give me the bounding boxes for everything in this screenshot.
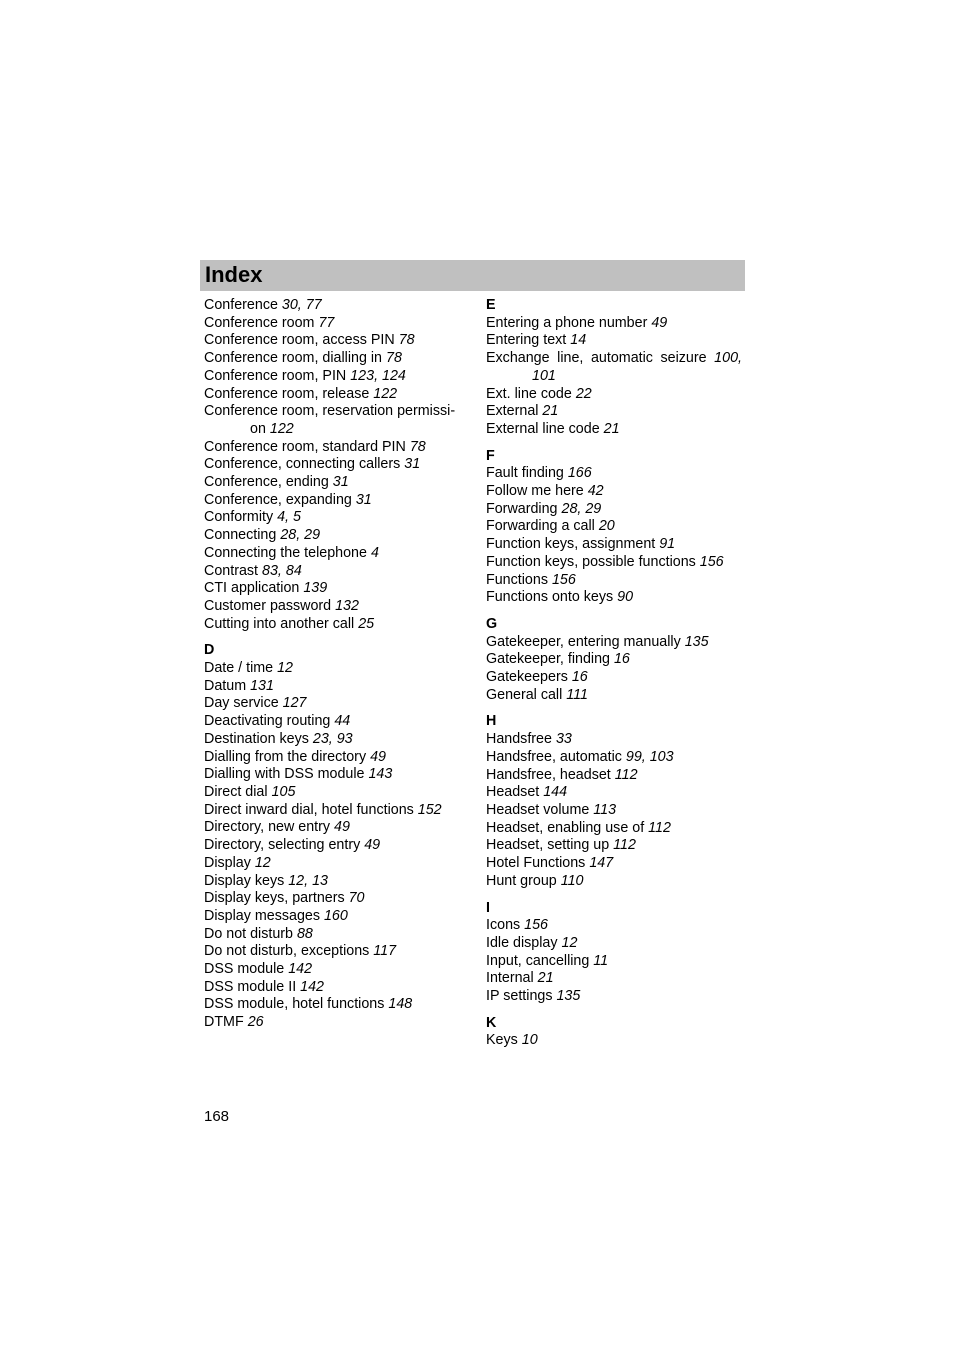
index-entry [204, 926, 462, 944]
index-entry [204, 731, 462, 749]
index-entry-term: Hotel Functions [486, 855, 590, 872]
index-entry-term: Display messages [204, 907, 324, 924]
index-entry [486, 651, 742, 669]
index-entry-term: Direct inward dial, hotel functions [204, 801, 418, 818]
index-entry [486, 634, 742, 652]
index-letter-heading: K [486, 1014, 497, 1031]
index-entry-pages: 33 [555, 731, 572, 748]
index-entry-pages: 112 [614, 766, 638, 783]
index-entry-term: Conference, expanding [204, 491, 356, 508]
index-entry-pages: 23, 93 [312, 730, 353, 747]
index-entry-pages: 26 [247, 1014, 264, 1031]
index-entry-term: Headset [486, 784, 544, 801]
index-entry [486, 731, 742, 749]
index-entry [204, 297, 462, 315]
index-entry-pages: 135 [684, 633, 709, 650]
index-entry-term: DSS module II [204, 978, 301, 995]
index-entry-term: External line code [486, 420, 604, 437]
index-entry-pages: 101 [532, 367, 556, 384]
page-number: 168 [204, 1108, 230, 1125]
index-entry-pages: 4, 5 [277, 509, 301, 526]
index-entry-term: Handsfree, automatic [486, 748, 626, 765]
index-entry-term: General call [486, 686, 567, 703]
index-entry-term: Conference room, access PIN [204, 332, 399, 349]
index-entry [486, 536, 742, 554]
index-entry-pages: 31 [404, 456, 421, 473]
index-entry [486, 386, 742, 404]
index-entry-term: Do not disturb, exceptions [204, 943, 374, 960]
index-entry-term: Dialling with DSS module [204, 766, 369, 783]
index-entry-term: Date / time [204, 660, 278, 677]
index-entry-term: Functions [486, 571, 552, 588]
index-entry [204, 996, 462, 1014]
index-entry-term: Headset volume [486, 801, 594, 818]
index-entry-term: Do not disturb [204, 925, 297, 942]
index-entry [204, 492, 462, 510]
index-entry-pages: 21 [542, 403, 559, 420]
index-entry [204, 943, 462, 961]
index-entry-term: Display keys [204, 872, 289, 889]
index-entry [204, 456, 462, 474]
index-entry-term: Exchange line, automatic seizure [486, 350, 715, 367]
index-entry-pages: 156 [524, 917, 549, 934]
index-entry [486, 589, 742, 607]
index-entry [204, 678, 462, 696]
index-entry-pages: 142 [300, 978, 325, 995]
index-entry [204, 873, 462, 891]
index-entry [204, 1014, 462, 1032]
index-entry-pages: 78 [409, 438, 426, 455]
index-entry-term: DTMF [204, 1014, 248, 1031]
index-entry [204, 509, 462, 527]
index-entry-pages: 111 [566, 686, 588, 703]
index-entry [204, 350, 462, 368]
index-entry [204, 563, 462, 581]
index-entry-term: DSS module, hotel functions [204, 996, 389, 1013]
index-entry-pages: 88 [296, 925, 313, 942]
index-entry [204, 527, 462, 545]
index-entry-term: Conference room, release [204, 385, 374, 402]
index-entry-pages: 78 [386, 350, 402, 367]
index-entry [204, 837, 462, 855]
index-entry-pages: 42 [587, 483, 604, 500]
index-entry-pages: 122 [373, 385, 398, 402]
index-entry [204, 616, 462, 634]
index-entry-pages: 77 [318, 314, 335, 331]
index-entry [486, 749, 742, 767]
index-entry-term: Conformity [204, 509, 278, 526]
index-entry-pages: 70 [348, 890, 365, 907]
index-entry-term: DSS module [204, 961, 289, 978]
index-letter-heading: F [486, 447, 495, 464]
index-entry-pages: 100, [714, 350, 742, 367]
index-entry-term: Hunt group [486, 872, 561, 889]
index-entry [204, 386, 462, 404]
index-entry-pages: 12 [277, 660, 294, 677]
index-entry-term: Conference, connecting callers [204, 456, 405, 473]
index-entry [486, 332, 742, 350]
index-entry-term: Functions onto keys [486, 589, 618, 606]
index-letter-heading: H [486, 713, 497, 730]
index-entry [486, 315, 742, 333]
index-entry [486, 837, 742, 855]
index-entry-pages: 21 [603, 420, 620, 437]
index-entry [204, 660, 462, 678]
index-entry [486, 518, 742, 536]
index-entry-term: Conference room, standard PIN [204, 438, 410, 455]
index-entry-pages: 49 [370, 748, 386, 765]
index-entry-term: IP settings [486, 988, 557, 1005]
index-entry-term: Direct dial [204, 783, 272, 800]
index-entry [204, 961, 462, 979]
index-entry [486, 784, 742, 802]
index-entry-pages: 91 [659, 536, 676, 553]
index-entry-term: Function keys, assignment [486, 536, 660, 553]
index-entry-term: Dialling from the directory [204, 748, 371, 765]
index-entry-pages: 4 [370, 544, 379, 561]
index-entry-term: Cutting into another call [204, 615, 359, 632]
index-entry-term: Contrast [204, 562, 263, 579]
index-entry-term: Destination keys [204, 730, 313, 747]
index-entry [486, 917, 742, 935]
index-entry-pages: 142 [288, 961, 313, 978]
index-entry-term: Input, cancelling [486, 952, 594, 969]
index-entry-pages: 143 [368, 766, 393, 783]
index-entry-term: Day service [204, 695, 283, 712]
index-entry-pages: 112 [613, 837, 636, 854]
index-entry [486, 572, 742, 590]
index-entry [204, 695, 462, 713]
index-entry [486, 465, 742, 483]
index-entry [204, 855, 462, 873]
index-entry [486, 988, 742, 1006]
index-entry-pages: 113 [593, 801, 617, 818]
index-entry-pages: 123, 124 [350, 367, 406, 384]
index-entry [204, 802, 462, 820]
index-column-right [486, 297, 742, 1050]
index-column-left [204, 297, 462, 1032]
index-entry [204, 713, 462, 731]
index-entry [486, 767, 742, 785]
index-entry-term: Directory, selecting entry [204, 837, 365, 854]
index-entry [204, 332, 462, 350]
index-entry-pages: 117 [373, 943, 397, 960]
index-entry-pages: 105 [271, 783, 296, 800]
index-entry-pages: 14 [570, 332, 587, 349]
index-entry-term: Connecting the telephone [204, 544, 371, 561]
index-entry-pages: 122 [269, 420, 294, 437]
index-entry-pages: 90 [617, 589, 634, 606]
index-entry-pages: 30, 77 [281, 297, 322, 313]
index-entry-term: Ext. line code [486, 385, 576, 402]
index-entry-pages: 160 [323, 907, 348, 924]
index-entry-term: Conference [204, 297, 282, 313]
index-entry-pages: 139 [303, 580, 328, 597]
index-entry-pages: 112 [648, 819, 671, 836]
index-entry-pages: 12 [561, 934, 578, 951]
index-entry-pages: 49 [651, 314, 668, 331]
index-entry [486, 403, 742, 421]
page-title: Index [205, 262, 263, 287]
index-entry [204, 439, 462, 457]
index-entry-pages: 147 [589, 855, 614, 872]
index-entry-pages: 12 [254, 854, 271, 871]
index-entry-pages: 12, 13 [288, 872, 328, 889]
index-entry-pages: 156 [699, 553, 724, 570]
index-entry-term: Follow me here [486, 483, 588, 500]
index-entry [486, 483, 742, 501]
index-entry-pages: 99, 103 [625, 748, 674, 765]
index-entry [486, 802, 742, 820]
index-entry-term: Customer password [204, 597, 336, 614]
index-entry-pages: 132 [335, 597, 359, 614]
index-entry-pages: 110 [560, 872, 584, 889]
index-entry-term: Headset, setting up [486, 837, 614, 854]
index-entry-pages: 22 [575, 385, 592, 402]
index-entry [204, 749, 462, 767]
index-entry-term: Connecting [204, 527, 281, 544]
index-entry [204, 890, 462, 908]
index-entry [486, 669, 742, 687]
index-entry [486, 1032, 742, 1050]
index-entry [204, 580, 462, 598]
index-entry-pages: 11 [593, 952, 609, 969]
index-entry [204, 784, 462, 802]
index-entry-pages: 152 [417, 801, 442, 818]
index-entry [204, 819, 462, 837]
index-entry [204, 766, 462, 784]
index-entry-term: Forwarding [486, 500, 562, 517]
index-entry-pages: 16 [571, 669, 588, 686]
index-entry [486, 421, 742, 439]
index-entry-term: Conference, ending [204, 474, 333, 491]
index-entry [486, 953, 742, 971]
index-entry-pages: 10 [521, 1032, 538, 1049]
index-entry-pages: 83, 84 [262, 562, 302, 579]
index-entry [486, 873, 742, 891]
index-entry-term: Conference room [204, 314, 319, 331]
index-entry [486, 855, 742, 873]
index-entry-pages: 49 [364, 837, 381, 854]
index-entry-term: Headset, enabling use of [486, 819, 649, 836]
index-title-bar [200, 260, 745, 291]
index-entry [486, 820, 742, 838]
index-entry-term: Handsfree, headset [486, 766, 615, 783]
index-entry-term: External [486, 403, 543, 420]
index-entry-term: on [250, 420, 270, 437]
index-entry-term: Conference room, dialling in [204, 350, 386, 367]
index-entry-term: Internal [486, 970, 538, 987]
index-entry-term: Function keys, possible functions [486, 553, 700, 570]
index-entry-pages: 144 [543, 784, 568, 801]
index-entry-term: Keys [486, 1032, 522, 1049]
index-entry-pages: 28, 29 [561, 500, 602, 517]
index-entry-pages: 21 [537, 970, 554, 987]
index-entry [204, 598, 462, 616]
index-entry-term: Datum [204, 677, 251, 694]
index-entry-pages: 148 [388, 996, 413, 1013]
index-entry [486, 554, 742, 572]
index-entry [486, 350, 742, 385]
index-entry-pages: 127 [282, 695, 307, 712]
index-entry-term: Icons [486, 917, 525, 934]
index-entry [486, 501, 742, 519]
index-letter-heading: D [204, 642, 215, 659]
index-entry-pages: 25 [358, 615, 375, 632]
index-entry-term: Gatekeeper, finding [486, 651, 614, 668]
index-entry-term: Gatekeeper, entering manually [486, 633, 685, 650]
index-entry-term: Directory, new entry [204, 819, 335, 836]
index-entry-pages: 44 [334, 713, 351, 730]
index-entry [204, 545, 462, 563]
index-letter-heading: E [486, 297, 496, 313]
index-entry-term: Entering a phone number [486, 314, 652, 331]
index-entry [486, 687, 742, 705]
index-entry-term: Handsfree [486, 731, 556, 748]
index-entry [204, 368, 462, 386]
index-entry-term: Entering text [486, 332, 571, 349]
index-entry-pages: 31 [355, 491, 372, 508]
index-letter-heading: G [486, 615, 498, 632]
index-entry-term: Conference room, PIN [204, 367, 351, 384]
index-entry-pages: 166 [567, 465, 592, 482]
index-entry-term: Forwarding a call [486, 518, 599, 535]
index-entry-pages: 16 [613, 651, 630, 668]
index-entry-pages: 20 [598, 518, 615, 535]
index-entry-term: Idle display [486, 934, 562, 951]
index-entry [204, 979, 462, 997]
index-entry-pages: 135 [556, 988, 581, 1005]
index-entry-pages: 28, 29 [280, 527, 321, 544]
index-entry-term: Conference room, reservation permissi- [204, 403, 456, 420]
index-entry [486, 970, 742, 988]
index-entry-term: Display [204, 854, 255, 871]
index-entry-pages: 49 [334, 819, 350, 836]
index-entry-term: Display keys, partners [204, 890, 349, 907]
index-entry-term: CTI application [204, 580, 304, 597]
index-entry-pages: 78 [398, 332, 415, 349]
index-entry-term: Gatekeepers [486, 669, 572, 686]
index-entry-pages: 31 [332, 474, 349, 491]
index-entry-pages: 156 [551, 571, 576, 588]
index-entry [204, 403, 462, 438]
index-entry-pages: 131 [250, 677, 274, 694]
index-entry-term: Fault finding [486, 465, 568, 482]
index-entry [486, 935, 742, 953]
index-letter-heading: I [486, 899, 490, 916]
index-entry [204, 908, 462, 926]
index-entry [204, 474, 462, 492]
index-entry [204, 315, 462, 333]
index-entry-term: Deactivating routing [204, 713, 335, 730]
